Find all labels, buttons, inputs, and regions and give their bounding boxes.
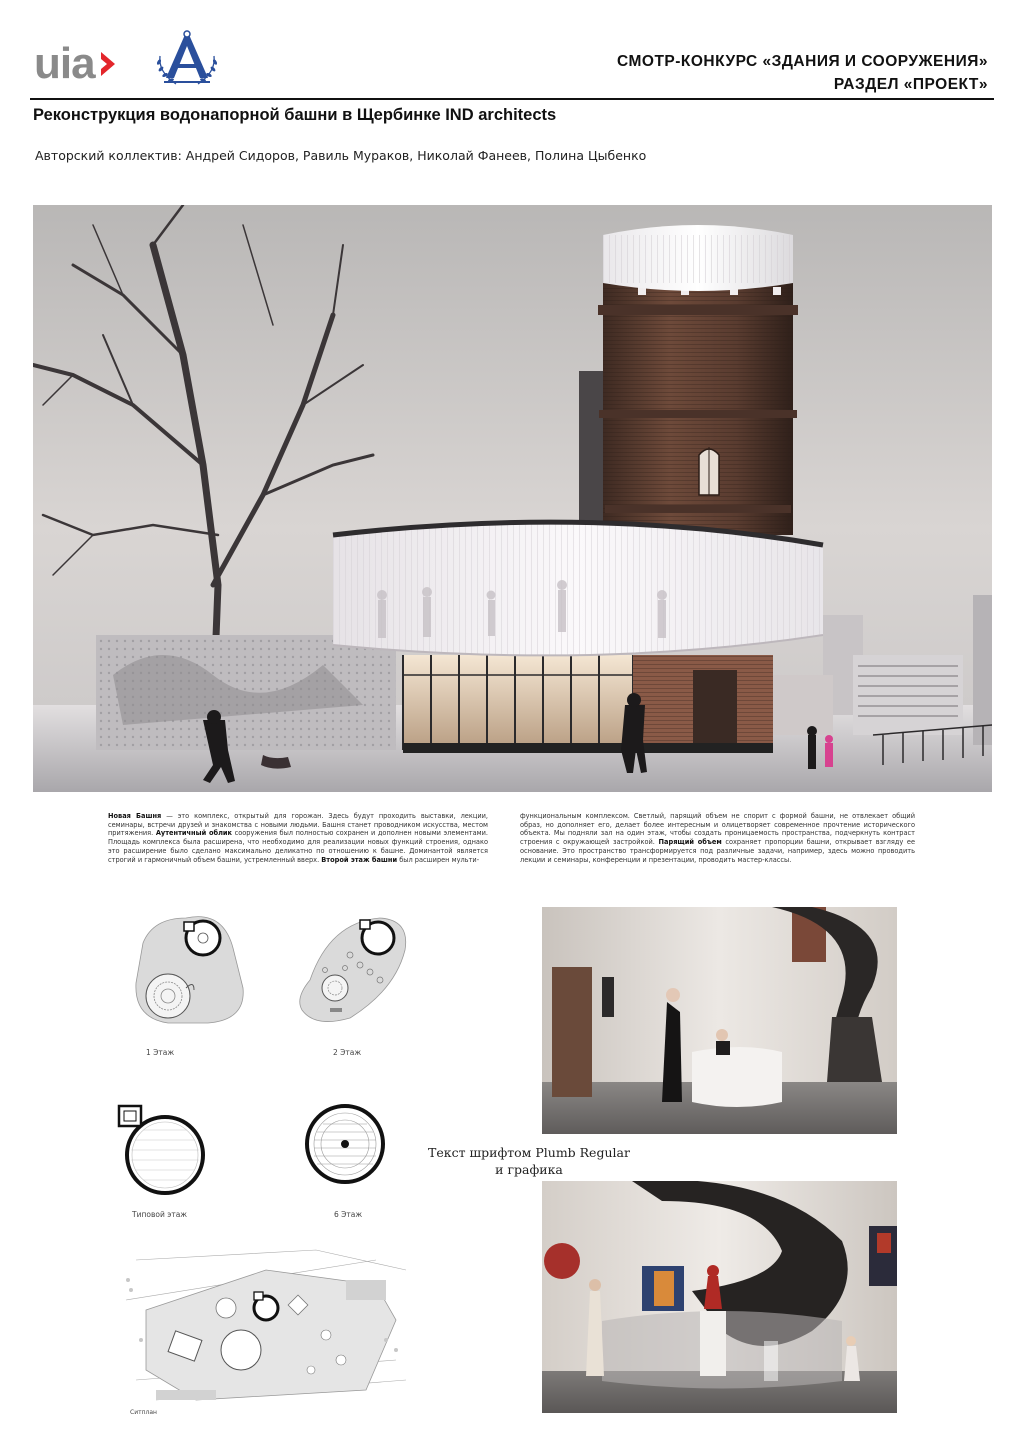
typical-floor-plan-drawing [113, 1100, 208, 1200]
description-column-1 [108, 812, 488, 864]
water-tower-exterior-render [33, 205, 992, 792]
uia-logo [34, 39, 117, 88]
union-architects-emblem-icon [150, 26, 224, 90]
floor-6-plan-drawing [303, 1102, 388, 1187]
description-text-1: — это комплекс, открытый для горожан. Здесь будут проходить выставки, лекции, семинары, встречи друзей и знакомства с новыми людьми. Башня станет проводником искусства, местом притяжения. [108, 812, 488, 838]
interior-gallery-render [542, 1181, 897, 1413]
interior-reception-render [542, 907, 897, 1134]
hero-render [33, 205, 992, 792]
font-note-line-2: и графика [495, 1162, 563, 1177]
description-text-5: сохраняет пропорции башни, открывает взгляду ее основание. Это пространство трансформируется под различные задачи, например, здесь можно проводить лекции и семинары, конференции и презентации, проводить мастер-классы. [520, 838, 915, 864]
gallery-staircase-image [542, 1181, 897, 1413]
site-plan-drawing [116, 1240, 416, 1405]
floor-1-plan-drawing [128, 908, 258, 1028]
chevron-right-icon [99, 49, 117, 79]
contest-line-2: РАЗДЕЛ «ПРОЕКТ» [833, 76, 988, 93]
description-column-2 [520, 812, 915, 864]
description-text-3: был расширен мульти- [397, 855, 480, 864]
floor-1-label: 1 Этаж [146, 1048, 175, 1057]
header-divider [30, 98, 994, 100]
authors-line: Авторский коллектив: Андрей Сидоров, Равиль Мураков, Николай Фанеев, Полина Цыбенко [35, 148, 647, 163]
description-bold-1: Новая Башня [108, 812, 162, 820]
description-text-4: функциональным комплексом. Светлый, парящий объем не спорит с формой башни, не отвлекает общий образ, но дополняет его, делает более интересным и олицетворяет современное прочтение исторического объекта. Мы подняли зал на один этаж, чтобы создать проницаемость пространства, подчеркнуть контраст строения с окружающей застройкой. [520, 812, 915, 847]
description-text-2: сооружения был полностью сохранен и дополнен новыми элементами. Площадь комплекса была расширена, что необходимо для реализации новых функций строения, однако это расширение было сделано максимально деликатно по отношению к башне. Доминантой является строгий и гармоничный объем башни, устремленный вверх. [108, 829, 489, 864]
contest-heading [617, 50, 988, 96]
contest-line-1: СМОТР-КОНКУРС «ЗДАНИЯ И СООРУЖЕНИЯ» [616, 53, 988, 70]
font-note [416, 1144, 642, 1178]
description-bold-4: Парящий объем [658, 838, 722, 847]
floor-2-plan-drawing [290, 910, 415, 1030]
description-bold-2: Аутентичный облик [155, 829, 233, 838]
description-bold-3: Второй этаж башни [321, 855, 398, 864]
floor-6-label: 6 Этаж [334, 1210, 363, 1219]
font-note-line-1: Текст шрифтом Plumb Regular [428, 1145, 630, 1160]
floor-2-label: 2 Этаж [333, 1048, 362, 1057]
project-title: Реконструкция водонапорной башни в Щербинке IND architects [33, 106, 557, 124]
uia-logo-text: uia [34, 39, 95, 88]
typical-floor-label: Типовой этаж [132, 1210, 188, 1219]
reception-staircase-image [542, 907, 897, 1134]
site-plan-label: Ситплан [130, 1409, 157, 1416]
